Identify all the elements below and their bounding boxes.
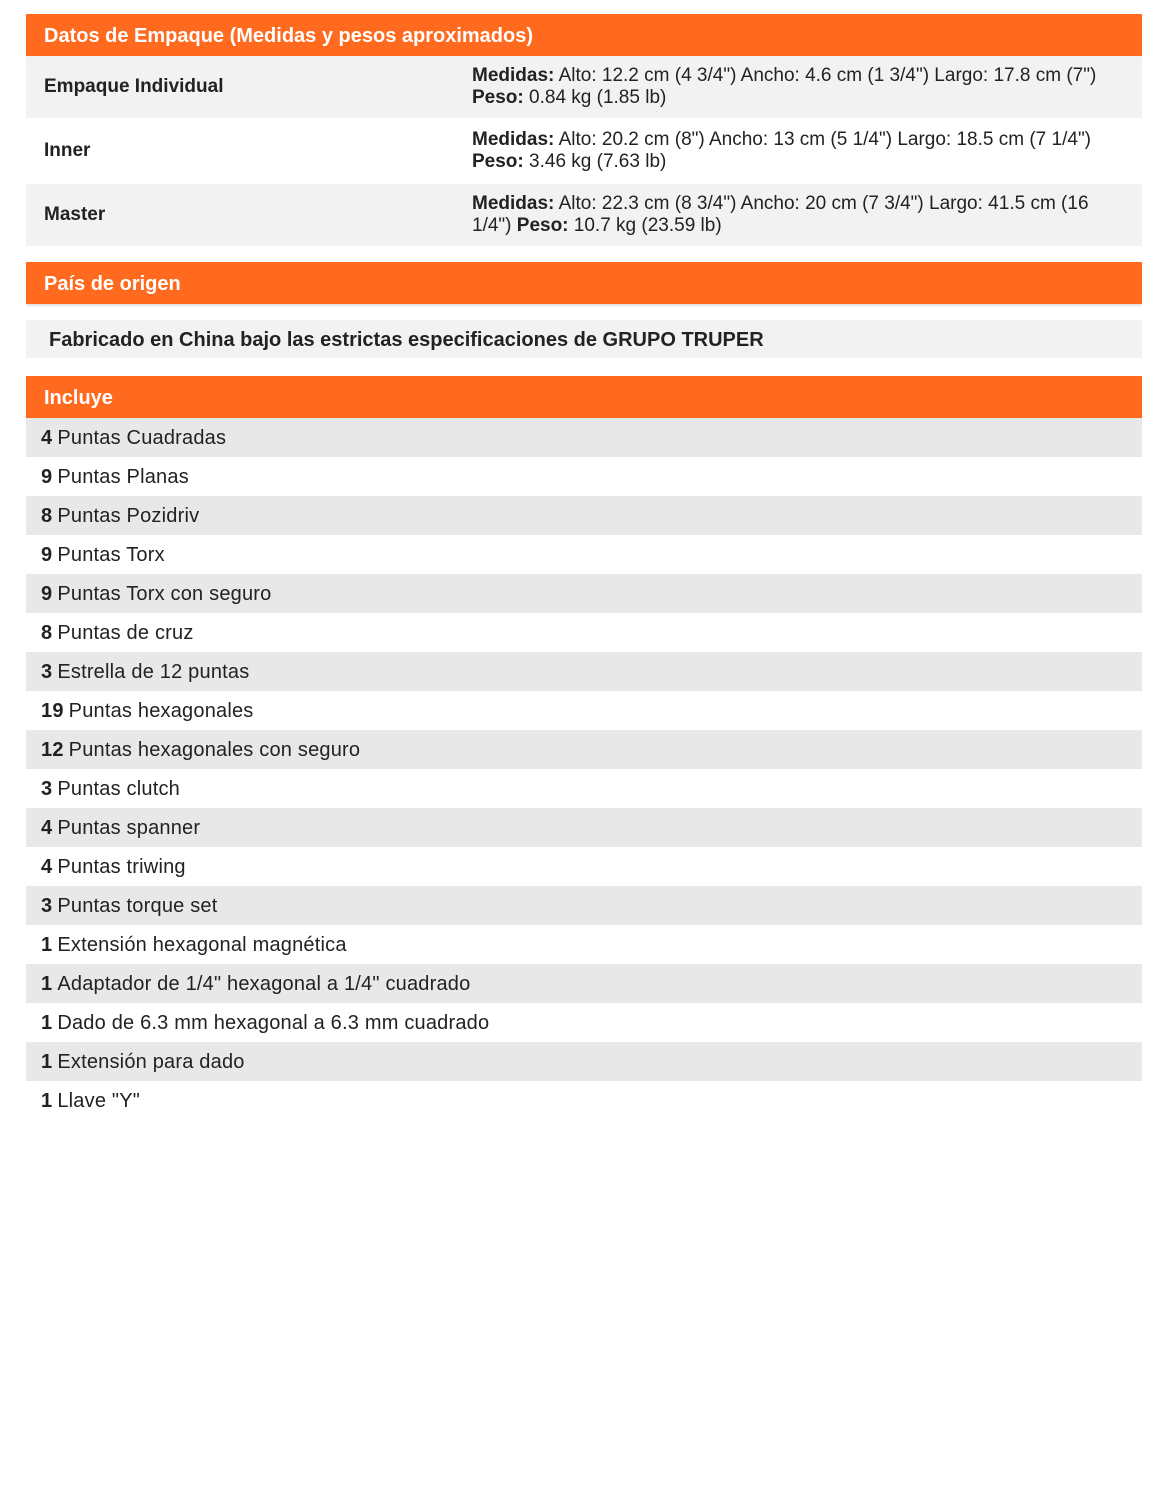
item-quantity: 8: [41, 622, 53, 644]
includes-item: [26, 613, 1142, 652]
item-description: Puntas clutch: [57, 778, 180, 800]
item-description: Puntas Planas: [57, 466, 189, 488]
packaging-row-label: Empaque Individual: [44, 76, 224, 97]
item-description: Puntas triwing: [57, 856, 186, 878]
item-quantity: 4: [41, 427, 53, 449]
origin-text: Fabricado en China bajo las estrictas especificaciones de GRUPO TRUPER: [26, 320, 1142, 358]
item-quantity: 9: [41, 466, 53, 488]
includes-item: [26, 574, 1142, 613]
item-quantity: 1: [41, 973, 53, 995]
includes-item: [26, 418, 1142, 457]
packaging-row-label: Inner: [44, 140, 91, 161]
item-quantity: 1: [41, 1012, 53, 1034]
medidas-label: Medidas:: [472, 193, 555, 214]
medidas-label: Medidas:: [472, 65, 555, 86]
item-description: Puntas de cruz: [57, 622, 194, 644]
item-description: Puntas Pozidriv: [57, 505, 200, 527]
includes-item: [26, 691, 1142, 730]
item-quantity: 1: [41, 1090, 53, 1112]
includes-list: [26, 418, 1142, 1120]
item-description: Extensión para dado: [57, 1051, 245, 1073]
peso-label: Peso:: [516, 215, 569, 236]
includes-item: [26, 808, 1142, 847]
packaging-row-label: Master: [44, 204, 106, 225]
includes-item: [26, 1081, 1142, 1120]
item-description: Adaptador de 1/4" hexagonal a 1/4" cuadrado: [57, 973, 471, 995]
medidas-value: Alto: 12.2 cm (4 3/4") Ancho: 4.6 cm (1 3/4") Largo: 17.8 cm (7"): [558, 65, 1097, 86]
item-description: Puntas Torx: [57, 544, 165, 566]
item-quantity: 4: [41, 856, 53, 878]
item-description: Puntas hexagonales con seguro: [68, 739, 361, 761]
includes-item: [26, 964, 1142, 1003]
item-description: Llave "Y": [57, 1090, 141, 1112]
spec-sheet: [26, 14, 1142, 1120]
item-quantity: 3: [41, 661, 53, 683]
peso-value: 10.7 kg (23.59 lb): [573, 215, 722, 236]
peso-label: Peso:: [472, 151, 524, 172]
item-description: Puntas hexagonales: [68, 700, 254, 722]
item-quantity: 9: [41, 583, 53, 605]
item-quantity: 1: [41, 1051, 53, 1073]
includes-item: [26, 769, 1142, 808]
packaging-row-value: [472, 193, 1142, 237]
packaging-row-value: [472, 129, 1142, 173]
medidas-label: Medidas:: [472, 129, 555, 150]
packaging-header: Datos de Empaque (Medidas y pesos aproximados): [26, 14, 1142, 56]
item-description: Extensión hexagonal magnética: [57, 934, 347, 956]
item-quantity: 3: [41, 895, 53, 917]
packaging-table: [26, 56, 1142, 246]
item-description: Dado de 6.3 mm hexagonal a 6.3 mm cuadrado: [57, 1012, 490, 1034]
includes-item: [26, 886, 1142, 925]
peso-value: 0.84 kg (1.85 lb): [529, 87, 667, 108]
item-quantity: 19: [41, 700, 64, 722]
medidas-value: Alto: 22.3 cm (8 3/4") Ancho: 20 cm (7 3/4") Largo: 41.5 cm (16 1/4"): [472, 193, 1089, 236]
item-description: Puntas spanner: [57, 817, 201, 839]
includes-item: [26, 1003, 1142, 1042]
includes-item: [26, 457, 1142, 496]
item-description: Estrella de 12 puntas: [57, 661, 250, 683]
item-quantity: 3: [41, 778, 53, 800]
includes-header: Incluye: [26, 376, 1142, 418]
item-quantity: 4: [41, 817, 53, 839]
includes-item: [26, 1042, 1142, 1081]
packaging-row-master: [26, 182, 1142, 246]
includes-item: [26, 847, 1142, 886]
item-description: Puntas torque set: [57, 895, 218, 917]
item-quantity: 9: [41, 544, 53, 566]
medidas-value: Alto: 20.2 cm (8") Ancho: 13 cm (5 1/4") Largo: 18.5 cm (7 1/4"): [558, 129, 1092, 150]
includes-item: [26, 535, 1142, 574]
origin-header: País de origen: [26, 262, 1142, 304]
packaging-row-individual: [26, 56, 1142, 118]
packaging-row-inner: [26, 118, 1142, 182]
item-description: Puntas Cuadradas: [57, 427, 227, 449]
item-description: Puntas Torx con seguro: [57, 583, 272, 605]
includes-item: [26, 730, 1142, 769]
peso-label: Peso:: [472, 87, 524, 108]
peso-value: 3.46 kg (7.63 lb): [529, 151, 667, 172]
item-quantity: 8: [41, 505, 53, 527]
packaging-row-value: [472, 65, 1142, 109]
includes-item: [26, 496, 1142, 535]
includes-item: [26, 652, 1142, 691]
item-quantity: 12: [41, 739, 64, 761]
includes-item: [26, 925, 1142, 964]
item-quantity: 1: [41, 934, 53, 956]
